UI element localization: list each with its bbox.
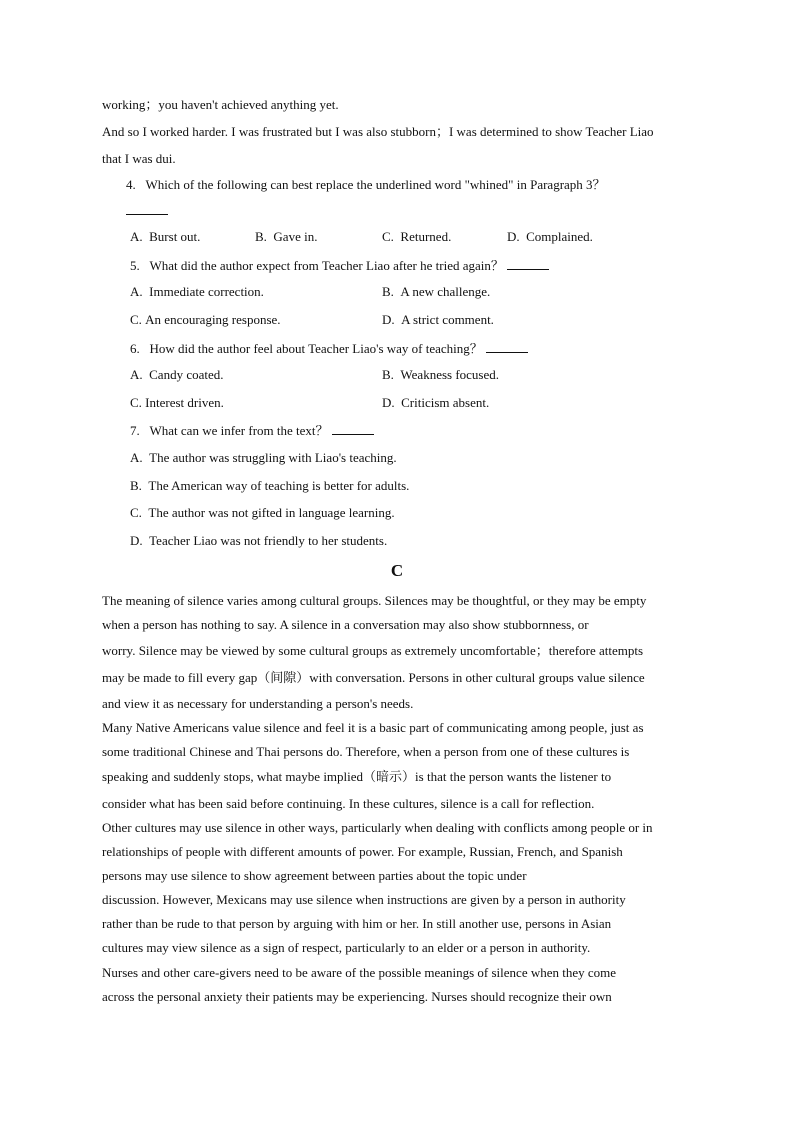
option-7d[interactable] — [130, 533, 387, 549]
passage-line: speaking and suddenly stops, what maybe implied（暗示）is that the person wants the listener to — [102, 769, 612, 784]
passage-line: Many Native Americans value silence and feel it is a basic part of communicating among people, just as — [102, 720, 644, 735]
option-text: Gave in. — [273, 229, 318, 244]
passage-line: relationships of people with different amounts of power. For example, Russian, French, and Spanish — [102, 844, 623, 859]
question-6 — [130, 340, 528, 357]
passage-line: and view it as necessary for understanding a person's needs. — [102, 696, 414, 711]
option-text: Candy coated. — [149, 367, 224, 382]
option-7a[interactable] — [130, 450, 397, 466]
question-7 — [130, 422, 374, 439]
option-text: Immediate correction. — [149, 284, 264, 299]
option-5b[interactable] — [382, 284, 490, 300]
option-4d[interactable] — [507, 229, 593, 245]
option-6b[interactable] — [382, 367, 499, 383]
option-letter: B. — [255, 229, 267, 244]
option-letter: D. — [382, 312, 395, 327]
question-text: What did the author expect from Teacher Liao after he tried again？ — [149, 258, 504, 273]
option-5c[interactable] — [130, 312, 281, 328]
option-letter: B. — [130, 478, 142, 493]
intro-line-2: And so I worked harder. I was frustrated but I was also stubborn；I was determined to show Teacher Liao — [102, 124, 654, 139]
option-letter: D. — [382, 395, 395, 410]
option-letter: C. — [130, 312, 142, 327]
question-4 — [126, 177, 606, 193]
question-text: What can we infer from the text？ — [149, 423, 329, 438]
passage-line: The meaning of silence varies among cultural groups. Silences may be thoughtful, or they may be empty — [102, 593, 647, 608]
answer-blank[interactable] — [332, 422, 374, 435]
option-text: An encouraging response. — [145, 312, 281, 327]
option-4c[interactable] — [382, 229, 451, 245]
intro-line-3: that I was dui. — [102, 151, 176, 166]
passage-line: when a person has nothing to say. A silence in a conversation may also show stubbornness, or — [102, 617, 589, 632]
option-5a[interactable] — [130, 284, 264, 300]
option-letter: C. — [130, 395, 142, 410]
option-6a[interactable] — [130, 367, 224, 383]
passage-line: worry. Silence may be viewed by some cultural groups as extremely uncomfortable；therefore attempts — [102, 643, 644, 658]
passage-line: consider what has been said before continuing. In these cultures, silence is a call for reflection. — [102, 796, 595, 811]
passage-line: some traditional Chinese and Thai persons do. Therefore, when a person from one of these cultures is — [102, 744, 630, 759]
option-7c[interactable] — [130, 505, 395, 521]
option-letter: C. — [130, 505, 142, 520]
question-number: 4. — [126, 177, 136, 192]
answer-blank[interactable] — [507, 257, 549, 270]
question-5 — [130, 257, 549, 274]
option-letter: A. — [130, 284, 143, 299]
option-text: Teacher Liao was not friendly to her students. — [149, 533, 388, 548]
question-number: 5. — [130, 258, 140, 273]
passage-line: discussion. However, Mexicans may use silence when instructions are given by a person in authority — [102, 892, 626, 907]
option-text: Interest driven. — [145, 395, 224, 410]
option-letter: B. — [382, 284, 394, 299]
answer-blank[interactable] — [126, 202, 168, 215]
option-letter: D. — [507, 229, 520, 244]
option-letter: B. — [382, 367, 394, 382]
section-heading: C — [390, 561, 404, 580]
option-text: Returned. — [400, 229, 452, 244]
option-text: Criticism absent. — [401, 395, 490, 410]
option-text: A new challenge. — [400, 284, 491, 299]
passage-line: Other cultures may use silence in other ways, particularly when dealing with conflicts among people or in — [102, 820, 653, 835]
option-letter: A. — [130, 450, 143, 465]
option-letter: A. — [130, 367, 143, 382]
option-text: Burst out. — [149, 229, 201, 244]
passage-line: across the personal anxiety their patients may be experiencing. Nurses should recognize their own — [102, 989, 612, 1004]
option-4b[interactable] — [255, 229, 317, 245]
option-6d[interactable] — [382, 395, 489, 411]
option-text: The author was not gifted in language learning. — [148, 505, 395, 520]
option-letter: A. — [130, 229, 143, 244]
option-text: The author was struggling with Liao's teaching. — [149, 450, 397, 465]
option-text: The American way of teaching is better for adults. — [148, 478, 410, 493]
question-text: How did the author feel about Teacher Liao's way of teaching？ — [149, 341, 483, 356]
option-text: Weakness focused. — [400, 367, 500, 382]
question-number: 6. — [130, 341, 140, 356]
intro-line-1: working；you haven't achieved anything yet. — [102, 97, 339, 112]
option-text: Complained. — [526, 229, 593, 244]
option-4a[interactable] — [130, 229, 200, 245]
option-6c[interactable] — [130, 395, 224, 411]
question-text: Which of the following can best replace the underlined word "whined" in Paragraph 3？ — [145, 177, 606, 192]
passage-line: persons may use silence to show agreement between parties about the topic under — [102, 868, 527, 883]
option-text: A strict comment. — [401, 312, 494, 327]
passage-line: rather than be rude to that person by arguing with him or her. In still another use, persons in Asian — [102, 916, 612, 931]
passage-line: Nurses and other care-givers need to be aware of the possible meanings of silence when they come — [102, 965, 617, 980]
passage-line: may be made to fill every gap（间隙）with conversation. Persons in other cultural groups value silence — [102, 670, 645, 685]
option-letter: D. — [130, 533, 143, 548]
question-number: 7. — [130, 423, 140, 438]
passage-line: cultures may view silence as a sign of respect, particularly to an elder or a person in authority. — [102, 940, 591, 955]
answer-blank-4[interactable] — [126, 202, 168, 219]
answer-blank[interactable] — [486, 340, 528, 353]
option-7b[interactable] — [130, 478, 409, 494]
option-5d[interactable] — [382, 312, 494, 328]
option-letter: C. — [382, 229, 394, 244]
